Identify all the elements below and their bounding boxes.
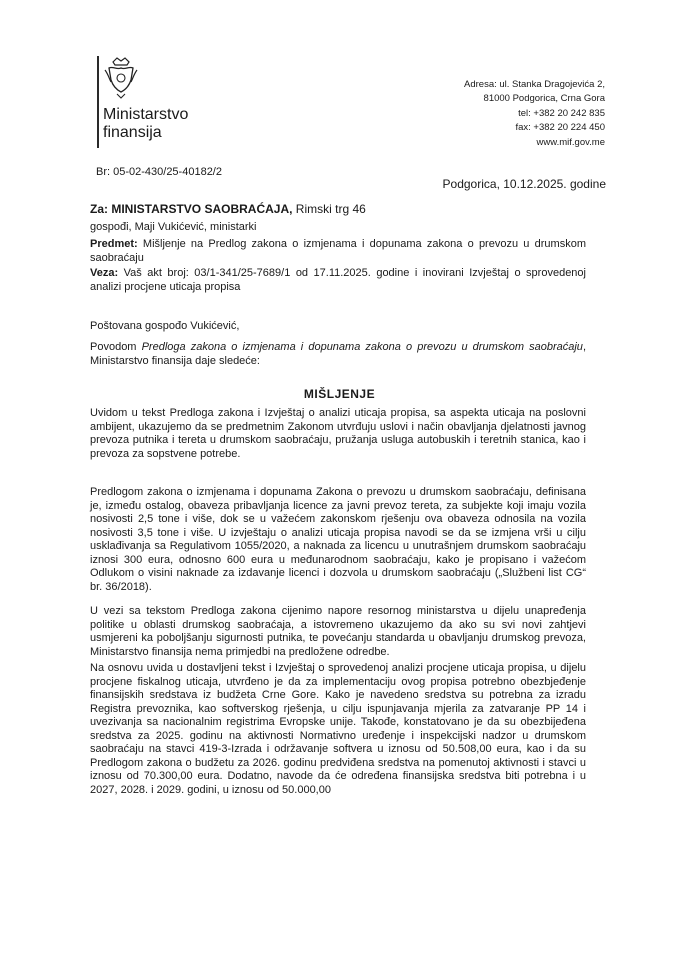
ministry-name-line1: Ministarstvo: [103, 106, 189, 123]
subject: [90, 238, 586, 265]
letterhead-divider: [97, 56, 99, 148]
recipient-address: Rimski trg 46: [292, 202, 366, 216]
reference-number: Br: 05-02-430/25-40182/2: [96, 166, 222, 178]
intro-part2: , Ministarstvo finansija daje sledeće:: [90, 341, 586, 367]
veza-label: Veza:: [90, 267, 119, 279]
document-date: Podgorica, 10.12.2025. godine: [442, 177, 606, 191]
paragraph-1: Uvidom u tekst Predloga zakona i Izvještaj o analizi uticaja propisa, sa aspekta uticaja na poslovni ambijent, ukazujemo da se predmetnim Zakonom utvrđuju uslovi i način obavljanja djelatnosti javnog prevoza putnika i tereta u drumskom saobraćaju, pružanja usluga autobuskih i teretnih stanica, kao i prevoza za sopstvene potrebe.: [90, 407, 586, 460]
subject-label: Predmet:: [90, 238, 138, 250]
coat-of-arms-icon: [103, 56, 139, 100]
paragraph-4: Na osnovu uvida u dostavljeni tekst i Izvještaj o sprovedenoj analizi procjene uticaja propisa, u dijelu procjene fiskalnog uticaja, utvrđeno je da za implementaciju ovog propisa potrebno obezbjeđenje finansijskih sredstava iz budžeta Crne Gore. Kako je navedeno sredstva su potrebna za izradu Registra prevoznika, kao softverskog rješenja, u cilju ispunjavanja mjerila za zatvaranje PP 14 i uvezivanja sa nacionalnim registrima Evropske unije. Takođe, konstatovano je da su obezbijeđena sredstva za 2025. godinu na aktivnosti Normativno uređenje i inspekcijski nadzor u drumskom saobraćaju na stavci 419-3-Izrada i održavanje softvera u iznosu od 50.508,00 eura, kao i da su Predlogom zakona o budžetu za 2026. godinu predviđena sredstva na pomenutoj aktivnosti i stavci u iznosu od 70.300,00 eura. Dodatno, navode da će određena finansijska sredstva biti potrebna i u 2027, 2028. i 2029. godini, u iznosu od 50.000,00: [90, 662, 586, 796]
paragraph-3: U vezi sa tekstom Predloga zakona cijenimo napore resornog ministarstva u dijelu unapređenja politike u oblasti drumskog saobraćaja, a istovremeno ukazujemo da ako su svi novi zahtjevi usmjereni ka poboljšanju sigurnosti putnika, te povećanju standarda u obavljanju drumskog prevoza, Ministarstvo finansija nema primjedbi na predložene odredbe.: [90, 605, 586, 658]
address-block: [464, 78, 605, 150]
recipient-name: MINISTARSTVO SAOBRAĆAJA,: [111, 202, 293, 216]
phone: tel: +382 20 242 835: [518, 107, 605, 119]
ministry-name-line2: finansija: [103, 124, 162, 141]
fax: fax: +382 20 224 450: [515, 122, 605, 134]
recipient: [90, 203, 586, 217]
recipient-label: Za:: [90, 202, 108, 216]
intro-part1: Povodom: [90, 341, 142, 353]
address-city: 81000 Podgorica, Crna Gora: [483, 93, 605, 105]
section-heading: MIŠLJENJE: [303, 387, 376, 401]
paragraph-2: Predlogom zakona o izmjenama i dopunama Zakona o prevozu u drumskom saobraćaju, definisana je, između ostalog, obaveza pribavljanja licence za javni prevoz tereta, za subjekte koji imaju vozila nosivosti 2,5 tone i više, dok se u važećem zakonskom rješenju ova obaveza odnosila na vozila nosivosti 3,5 tone i više. U izvještaju o analizi uticaja propisa navodi se da se izmjena vrši u cilju usklađivanja sa Regulativom 1055/2020, a naknada za licencu u unutrašnjem drumskom saobraćaju iznosi 300 eura, odnosno 600 eura u međunarodnom saobraćaju, kako je propisano i važećom Odlukom o visini naknade za izdavanje licenci i dozvola u drumskom saobraćaju („Službeni list CG“ br. 36/2018).: [90, 486, 586, 593]
subject-text: Mišljenje na Predlog zakona o izmjenama i dopunama zakona o prevozu u drumskom saobraćaju: [90, 238, 586, 264]
ministry-name: [103, 106, 188, 142]
recipient-person: gospođi, Maji Vukićević, ministarki: [90, 221, 257, 233]
salutation: Poštovana gospođo Vukićević,: [90, 320, 240, 332]
intro-italic: Predloga zakona o izmjenama i dopunama zakona o prevozu u drumskom saobraćaju: [141, 341, 583, 353]
intro-paragraph: [90, 341, 586, 368]
website: www.mif.gov.me: [536, 136, 605, 148]
address-line: Adresa: ul. Stanka Dragojevića 2,: [464, 79, 605, 90]
veza: [90, 267, 586, 294]
veza-text: Vaš akt broj: 03/1-341/25-7689/1 od 17.11.2025. godine i inovirani Izvještaj o sprovedenoj analizi procjene uticaja propisa: [90, 267, 586, 293]
